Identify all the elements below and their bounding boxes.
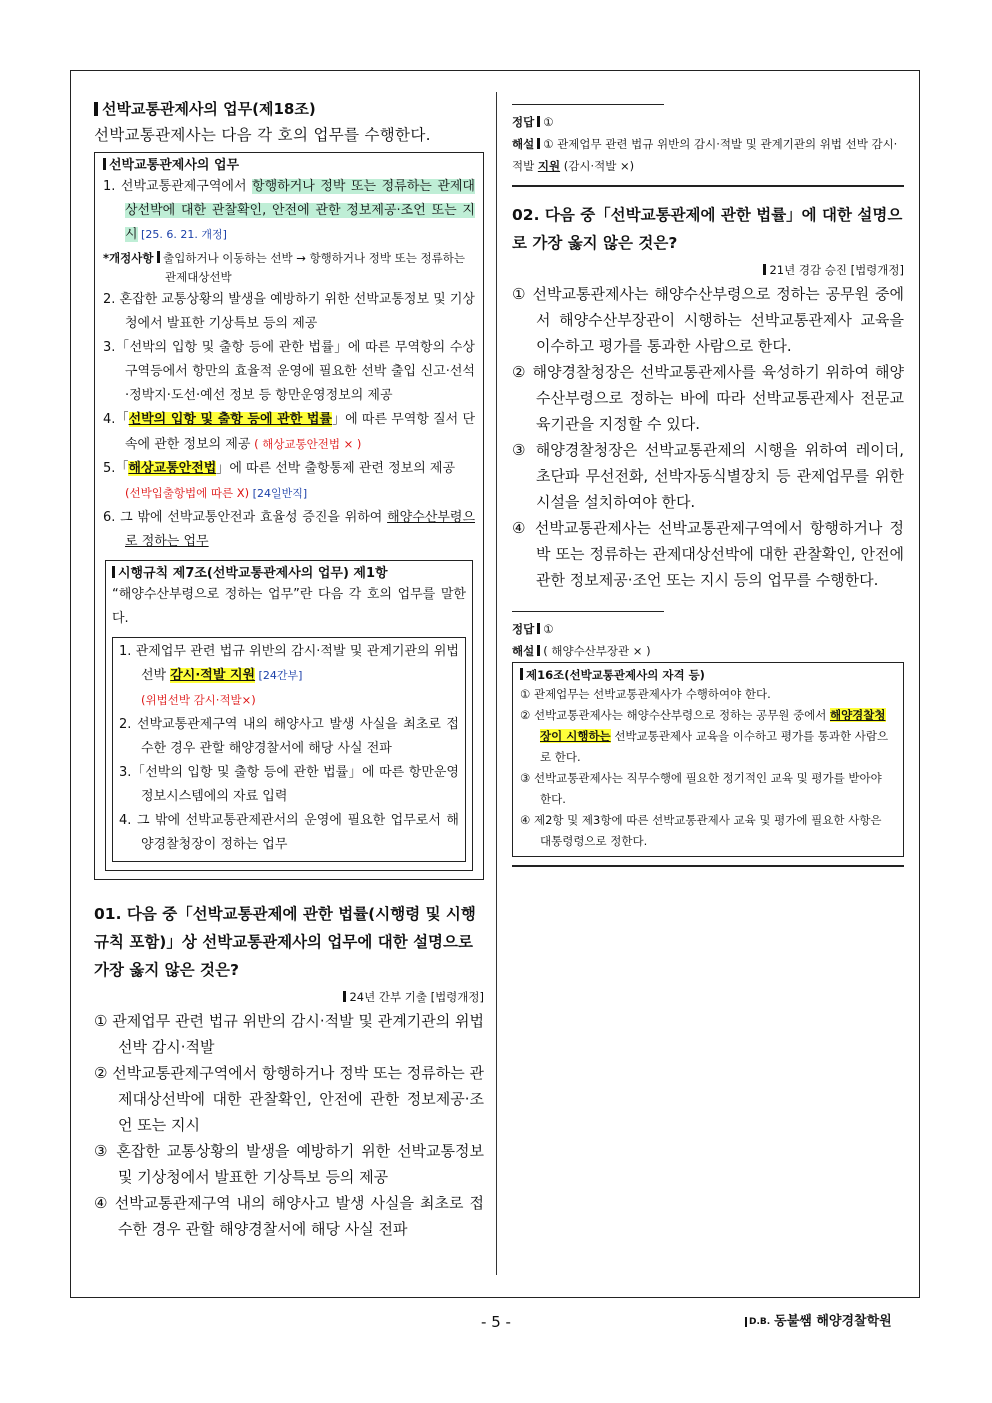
section-title: 선박교통관제사의 업무(제18조) bbox=[94, 98, 484, 120]
duty-item-6: 6. 그 밖에 선박교통안전과 효율성 증진을 위하여 해양수산부령으로 정하는 업무 bbox=[103, 510, 475, 549]
enforcement-rule-items bbox=[112, 637, 466, 862]
article-16-item-3: ③ 선박교통관제사는 직무수행에 필요한 정기적인 교육 및 평가를 받아야 한다. bbox=[520, 771, 882, 806]
q1-option-2: ② 선박교통관제구역에서 항행하거나 정박 또는 정류하는 관제대상선박에 대한 관찰확인, 안전에 관한 정보제공·조언 또는 지시 bbox=[94, 1064, 484, 1134]
duty-item-1: 1. 선박교통관제구역에서 항행하거나 정박 또는 정류하는 관제대상선박에 대한 관찰확인, 안전에 관한 정보제공·조언 또는 지시 [25. 6. 21. 개정] bbox=[103, 179, 475, 242]
explanation-1: 해설 ① 관제업무 관련 법규 위반의 감시·적발 및 관계기관의 위법 선박 감시·적발 지원 (감시·적발 ×) bbox=[512, 137, 898, 173]
article-16-item-1: ① 관제업무는 선박교통관제사가 수행하여야 한다. bbox=[520, 687, 771, 701]
bottom-rule bbox=[512, 865, 904, 867]
question-2: 02. 다음 중「선박교통관제에 관한 법률」에 대한 설명으로 가장 옳지 않은 것은? bbox=[512, 206, 903, 252]
section-rule bbox=[512, 185, 904, 187]
logo-mark-icon: D.B. bbox=[745, 1317, 770, 1327]
article-16-title: 제16조(선박교통관제사의 자격 등) bbox=[520, 666, 896, 684]
duties-box bbox=[94, 152, 484, 880]
publisher-logo: D.B. 동불쌤 해양경찰학원 bbox=[745, 1310, 892, 1329]
rule-item-2: 2. 선박교통관제구역 내의 해양사고 발생 사실을 최초로 접수한 경우 관할 해양경찰서에 해당 사실 전파 bbox=[119, 717, 459, 756]
duty-item-3: 3.「선박의 입항 및 출항 등에 관한 법률」에 따른 무역항의 수상구역등에서 항만의 효율적 운영에 필요한 선박 출입 신고·선석·정박지·도선·예선 정보 등 항만운영정보의 제공 bbox=[103, 340, 475, 403]
page-number: - 5 - bbox=[481, 1313, 511, 1331]
enforcement-rule-box bbox=[105, 560, 473, 871]
rule-item-1: 1. 관제업무 관련 법규 위반의 감시·적발 및 관계기관의 위법 선박 감시·적발 지원 [24간부] (위법선박 감시·적발×) bbox=[119, 644, 459, 707]
q2-option-1: ① 선박교통관제사는 해양수산부령으로 정하는 공무원 중에서 해양수산부장관이 시행하는 선박교통관제사 교육을 이수하고 평가를 통과한 사람으로 한다. bbox=[512, 285, 904, 355]
duties-box-title: 선박교통관제사의 업무 bbox=[103, 157, 475, 175]
section-lead: 선박교통관제사는 다음 각 호의 업무를 수행한다. bbox=[94, 126, 431, 144]
enforcement-rule-title: 시행규칙 제7조(선박교통관제사의 업무) 제1항 bbox=[112, 565, 466, 583]
answer-2-rule bbox=[512, 611, 664, 612]
duty-item-2: 2. 혼잡한 교통상황의 발생을 예방하기 위한 선박교통정보 및 기상청에서 발표한 기상특보 등의 제공 bbox=[103, 292, 475, 331]
q2-option-4: ④ 선박교통관제사는 선박교통관제구역에서 항행하거나 정박 또는 정류하는 관제대상선박에 대한 관찰확인, 안전에 관한 정보제공·조언 또는 지시 등의 업무를 수행한다. bbox=[512, 519, 904, 589]
question-1: 01. 다음 중「선박교통관제에 관한 법률(시행령 및 시행규칙 포함)」상 선박교통관제사의 업무에 대한 설명으로 가장 옳지 않은 것은? bbox=[94, 905, 476, 979]
duty-item-5: 5.「해상교통안전법」에 따른 선박 출항통제 관련 정보의 제공 (선박입출항법에 따른 X) [24일반직] bbox=[103, 461, 456, 500]
rule-item-3: 3.「선박의 입항 및 출항 등에 관한 법률」에 따른 항만운영정보시스템에의 자료 입력 bbox=[119, 765, 459, 804]
left-column bbox=[94, 98, 484, 1242]
q1-option-3: ③ 혼잡한 교통상황의 발생을 예방하기 위한 선박교통정보 및 기상청에서 발표한 기상특보 등의 제공 bbox=[94, 1142, 484, 1186]
q1-option-4: ④ 선박교통관제구역 내의 해양사고 발생 사실을 최초로 접수한 경우 관할 해양경찰서에 해당 사실 전파 bbox=[94, 1194, 484, 1238]
answer-1-rule bbox=[512, 104, 664, 105]
column-divider bbox=[496, 92, 497, 1275]
right-column bbox=[512, 100, 904, 875]
revision-note: *개정사항 출입하거나 이동하는 선박 → 항행하거나 정박 또는 정류하는 관제대상선박 bbox=[103, 251, 465, 284]
q2-option-2: ② 해양경찰청장은 선박교통관제사를 육성하기 위하여 해양수산부령으로 정하는 바에 따라 선박교통관제사 전문교육기관을 지정할 수 있다. bbox=[512, 363, 904, 433]
rule-item-4: 4. 그 밖에 선박교통관제관서의 운영에 필요한 업무로서 해양경찰청장이 정하는 업무 bbox=[119, 813, 459, 852]
explanation-2: 해설 ( 해양수산부장관 × ) bbox=[512, 644, 651, 658]
article-16-box bbox=[512, 662, 904, 857]
question-1-source: 24년 간부 기출 [법령개정] bbox=[94, 988, 484, 1006]
q1-option-1: ① 관제업무 관련 법규 위반의 감시·적발 및 관계기관의 위법 선박 감시·적발 bbox=[94, 1012, 484, 1056]
article-16-item-2: ② 선박교통관제사는 해양수산부령으로 정하는 공무원 중에서 해양경찰청장이 시행하는 선박교통관제사 교육을 이수하고 평가를 통과한 사람으로 한다. bbox=[520, 708, 889, 764]
enforcement-rule-lead: “해양수산부령으로 정하는 업무”란 다음 각 호의 업무를 말한다. bbox=[112, 587, 466, 626]
answer-1: 정답 ① bbox=[512, 115, 554, 129]
q2-option-3: ③ 해양경찰청장은 선박교통관제의 시행을 위하여 레이더, 초단파 무선전화, 선박자동식별장치 등 관제업무를 위한 시설을 설치하여야 한다. bbox=[512, 441, 904, 511]
article-16-item-4: ④ 제2항 및 제3항에 따른 선박교통관제사 교육 및 평가에 필요한 사항은 대통령령으로 정한다. bbox=[520, 813, 882, 848]
question-2-source: 21년 경감 승진 [법령개정] bbox=[512, 261, 904, 279]
answer-2: 정답 ① bbox=[512, 622, 554, 636]
duty-item-4: 4.「선박의 입항 및 출항 등에 관한 법률」에 따른 무역항 질서 단속에 관한 정보의 제공 ( 해상교통안전법 × ) bbox=[103, 412, 476, 452]
